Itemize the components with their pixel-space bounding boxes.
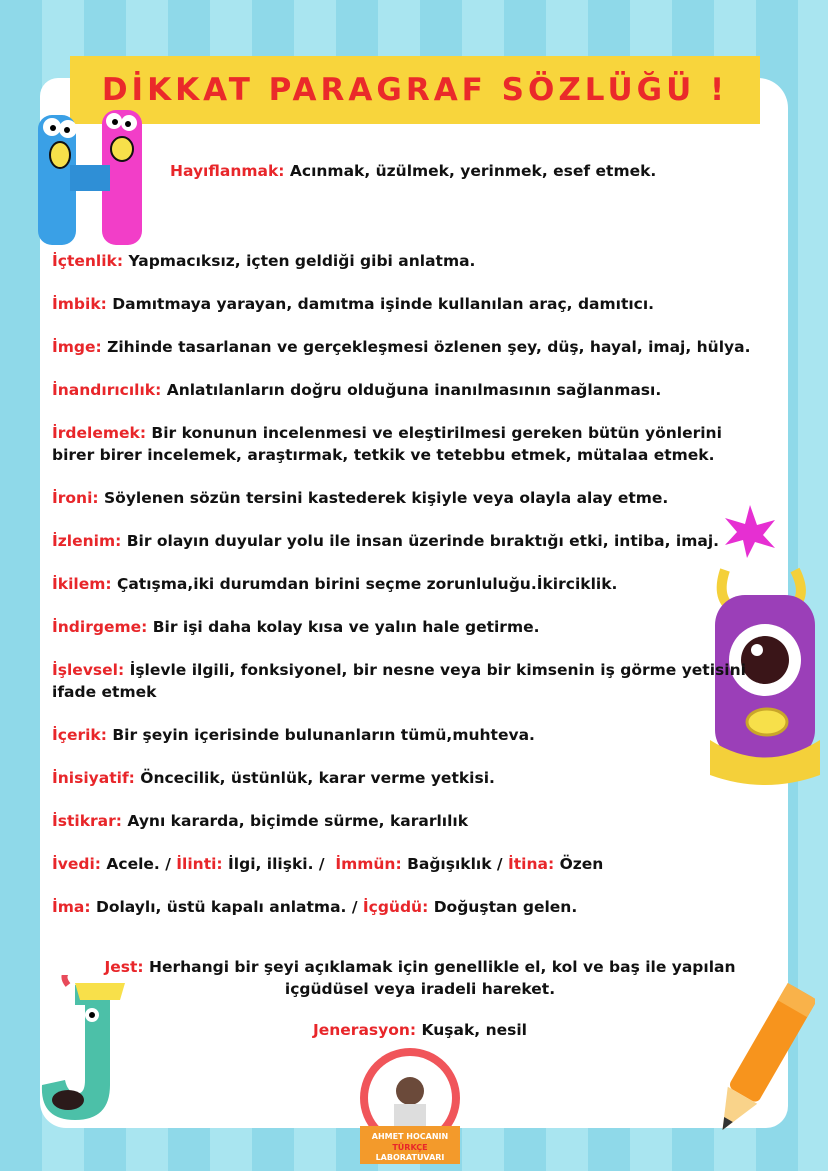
entry-term: Hayıflanmak: bbox=[170, 162, 285, 180]
entry-hayiflanmak bbox=[170, 162, 656, 180]
title-banner bbox=[70, 56, 760, 124]
entry-term: İzlenim: bbox=[52, 532, 122, 550]
entry bbox=[52, 487, 752, 509]
entry-definition: Acele. / bbox=[101, 855, 177, 873]
entry-term: İrdelemek: bbox=[52, 424, 147, 442]
entry bbox=[52, 810, 752, 832]
entry-jest bbox=[80, 956, 760, 1000]
entry-term: İndirgeme: bbox=[52, 618, 148, 636]
entry-definition: Özen bbox=[554, 855, 604, 873]
entry-term: İnisiyatif: bbox=[52, 769, 135, 787]
entry-definition: Bir konunun incelenmesi ve eleştirilmesi gereken bütün yönlerini birer birer incelemek, araştırmak, tetkik ve tetebbu etmek, mütalaa etmek. bbox=[52, 424, 728, 464]
entry-definition: Çatışma,iki durumdan birini seçme zorunluluğu.İkirciklik. bbox=[111, 575, 618, 593]
entry-definition: Öncecilik, üstünlük, karar verme yetkisi. bbox=[134, 769, 495, 787]
entry-definition: Dolaylı, üstü kapalı anlatma. / bbox=[90, 898, 363, 916]
pencil-icon bbox=[705, 980, 815, 1150]
letter-h-monster-icon bbox=[30, 105, 160, 255]
entry-definition: Anlatılanların doğru olduğuna inanılmasının sağlanması. bbox=[161, 381, 662, 399]
entry-definition: Bir olayın duyular yolu ile insan üzerinde bıraktığı etki, intiba, imaj. bbox=[121, 532, 720, 550]
entry bbox=[52, 293, 752, 315]
dictionary-entries bbox=[52, 250, 752, 939]
entry-definition: İlgi, ilişki. / bbox=[222, 855, 336, 873]
entry-term: İlinti: bbox=[176, 855, 223, 873]
entry-definition: Doğuştan gelen. bbox=[428, 898, 578, 916]
entry-definition: Herhangi bir şeyi açıklamak için genellikle el, kol ve baş ile yapılan içgüdüsel veya iradeli hareket. bbox=[143, 958, 736, 998]
entry-definition: Kuşak, nesil bbox=[416, 1021, 527, 1039]
entry-definition: Bir şeyin içerisinde bulunanların tümü,muhteva. bbox=[106, 726, 535, 744]
logo-line1: AHMET HOCANIN bbox=[371, 1132, 449, 1141]
page-title: DİKKAT PARAGRAF SÖZLÜĞÜ ! bbox=[101, 72, 729, 108]
entry-definition: Yapmacıksız, içten geldiği gibi anlatma. bbox=[123, 252, 476, 270]
entry bbox=[52, 379, 752, 401]
entry-definition: Bağışıklık / bbox=[401, 855, 508, 873]
logo-line3: LABORATUVARI bbox=[375, 1153, 445, 1162]
entry-term: İmge: bbox=[52, 338, 102, 356]
entry-term: İstikrar: bbox=[52, 812, 122, 830]
entry bbox=[52, 336, 752, 358]
entry-term: İmmün: bbox=[335, 855, 402, 873]
entry-definition: Bir işi daha kolay kısa ve yalın hale getirme. bbox=[147, 618, 540, 636]
entry-term: Jenerasyon: bbox=[312, 1021, 417, 1039]
entry bbox=[52, 853, 752, 875]
entry-definition: İşlevle ilgili, fonksiyonel, bir nesne veya bir kimsenin iş görme yetisini ifade etmek bbox=[52, 661, 752, 701]
logo bbox=[350, 1046, 470, 1166]
entry-definition: Damıtmaya yarayan, damıtma işinde kullanılan araç, damıtıcı. bbox=[106, 295, 655, 313]
entry bbox=[52, 659, 752, 703]
entry-definition: Acınmak, üzülmek, yerinmek, esef etmek. bbox=[284, 162, 657, 180]
entry-term: İşlevsel: bbox=[52, 661, 125, 679]
entry-definition: Zihinde tasarlanan ve gerçekleşmesi özlenen şey, düş, hayal, imaj, hülya. bbox=[101, 338, 751, 356]
entry-term: İmbik: bbox=[52, 295, 107, 313]
entry bbox=[52, 767, 752, 789]
entry-jenerasyon bbox=[80, 1019, 760, 1041]
entry-term: İtina: bbox=[508, 855, 555, 873]
entry bbox=[52, 530, 752, 552]
entry-term: İvedi: bbox=[52, 855, 101, 873]
entry bbox=[52, 573, 752, 595]
entry bbox=[52, 896, 752, 918]
entry-term: İnandırıcılık: bbox=[52, 381, 162, 399]
logo-badge-icon bbox=[350, 1046, 470, 1166]
entry bbox=[52, 250, 752, 272]
entry bbox=[52, 616, 752, 638]
entry-term: İçgüdü: bbox=[362, 898, 429, 916]
entry-term: İma: bbox=[52, 898, 91, 916]
logo-line2: TÜRKÇE bbox=[392, 1143, 428, 1152]
entry bbox=[52, 724, 752, 746]
entry-term: İçtenlik: bbox=[52, 252, 124, 270]
entry-term: İroni: bbox=[52, 489, 99, 507]
entry-definition: Söylenen sözün tersini kastederek kişiyle veya olayla alay etme. bbox=[98, 489, 669, 507]
entry bbox=[52, 422, 752, 466]
entry-definition: Aynı kararda, biçimde sürme, kararlılık bbox=[121, 812, 469, 830]
entry-term: İkilem: bbox=[52, 575, 112, 593]
entry-term: Jest: bbox=[104, 958, 144, 976]
entry-term: İçerik: bbox=[52, 726, 107, 744]
